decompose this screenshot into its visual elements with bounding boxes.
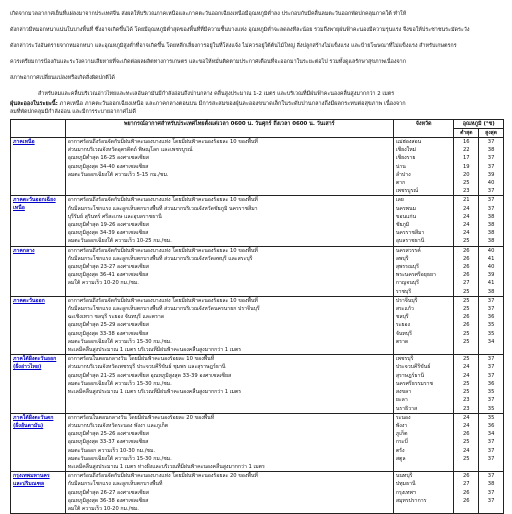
province-name: สุราษฎร์ธานี [395,372,424,379]
intro-paragraph [10,2,504,90]
min-temp: 25 [462,439,470,446]
forecast-line: อุณหภูมิต่ำสุด 25-26 องศาเซลเซียส [67,431,149,438]
max-temp: 36 [487,314,495,321]
province-name: กระบี่ [395,439,408,446]
min-temp: 26 [462,322,470,329]
max-temp: 37 [487,163,495,170]
province-name: นครพนม [395,205,417,212]
forecast-line: กับมีลมกระโชกแรง และลูกเห็บตกบางพื้นที่ ส่วนมากบริเวณจังหวัดชัยภูมิ นครราชสีมา [67,205,258,212]
max-temp: 41 [487,255,495,262]
forecast-line: อุณหภูมิต่ำสุด 16-25 องศาเซลเซียส [67,155,149,162]
min-temp-cell [454,246,479,296]
max-temp: 41 [487,280,495,287]
min-temp: 24 [462,230,470,237]
min-temp: 25 [462,180,470,187]
forecast-line: ลมตะวันออกเฉียงใต้ ความเร็ว 15-30 กม./ชม. [67,380,172,387]
dust-text-continued: ลมที่พัดปกคลุมมีกำลังอ่อน และมีการระบายอากาศไม่ดี [10,109,136,115]
max-temp: 34 [487,431,495,438]
max-temp: 38 [487,238,495,245]
forecast-cell [65,296,393,354]
max-temp: 37 [487,372,495,379]
forecast-line: ลมตะวันออก ความเร็ว 10-30 กม./ชม. [67,447,156,454]
min-temp: 24 [462,364,470,371]
province-name: ลำปาง [395,171,411,178]
max-temp: 38 [487,213,495,220]
province-name: นนทบุรี [395,473,413,480]
forecast-line: ส่วนมากบริเวณจังหวัดอุตรดิตถ์ พิษณุโลก และเพชรบูรณ์ [67,147,193,154]
header-max: สูงสุด [479,129,504,138]
min-temp: 27 [462,481,470,488]
max-temp: 38 [487,230,495,237]
forecast-cell [65,196,393,246]
max-temp: 38 [487,222,495,229]
province-name: น่าน [395,163,406,170]
forecast-line: อุณหภูมิต่ำสุด 23-27 องศาเซลเซียส [67,264,149,271]
province-name: เพชรบูรณ์ [395,188,419,195]
region-name[interactable]: ภาคกลาง [13,247,35,254]
min-temp: 26 [462,489,470,496]
intro-line: ดังกล่าวมีหมอกหนาแน่นในบางพื้นที่ ซึ่งอาจเกิดขึ้นได้ โดยมีอุณหภูมิต่ำสุดของพื้นที่ที่มีความชื้นบางแห่ง อุณหภูมิต่ำจะลดลงทีละน้อย รวมถึงพายุฝนฟ้าคะนองมีความรุนแรง จึงขอให้ประชาชนระมัดระวัง [10,27,470,33]
forecast-table [10,119,504,514]
forecast-line: อากาศร้อนในตอนกลางวัน โดยมีฝนฟ้าคะนองร้อยละ 20 ของพื้นที่ [67,414,215,421]
min-temp: 25 [462,389,470,396]
max-temp-cell [479,246,504,296]
province-name: สงขลา [395,389,412,396]
intro-line: ดังกล่าวระวังอันตรายจากหมอกหนา และอุณหภูมิสูงต่ำที่อาจเกิดขึ้น โดยหลีกเลี่ยงการอยู่ในที่โล่งแจ้ง ไม่ควรอยู่ใต้ต้นไม้ใหญ่ สิ่งปลูกสร้างไม่แข็งแรง และป้ายโฆษณาที่ไม่แข็งแรง สำหรับเกษตรกร [10,43,457,49]
province-cell [393,138,454,196]
max-temp: 37 [487,447,495,454]
province-name: ลพบุรี [395,255,409,262]
province-name: อุบลราชธานี [395,238,425,245]
province-name: แม่ฮ่องสอน [395,139,422,145]
region-cell [11,196,66,246]
min-temp: 26 [462,264,470,271]
max-temp: 34 [487,338,495,345]
forecast-line: อากาศร้อนถึงร้อนจัดกับมีฝนฟ้าคะนองบางแห่ง โดยมีฝนฟ้าคะนองร้อยละ 10 ของพื้นที่ [67,247,258,254]
forecast-cell [65,355,393,413]
province-name: สุพรรณบุรี [395,264,419,271]
max-temp: 37 [487,155,495,162]
max-temp: 36 [487,380,495,387]
min-temp: 25 [462,238,470,245]
max-temp: 37 [487,473,495,480]
min-temp: 24 [462,213,470,220]
max-temp: 35 [487,405,495,412]
max-temp-cell [479,472,504,514]
table-row [11,138,504,196]
max-temp: 40 [487,264,495,271]
max-temp: 37 [487,188,495,195]
forecast-line: ส่วนมากบริเวณจังหวัดระนอง พังงา และภูเก็ต [67,422,169,429]
dust-heading: ฝุ่นละอองในระยะนี้: [10,101,58,107]
max-temp: 39 [487,171,495,178]
province-name: ชัยภูมิ [395,222,410,229]
min-temp-cell [454,138,479,196]
header-region-cell [11,120,66,138]
forecast-line: อุณหภูมิสูงสุด 33-37 องศาเซลเซียส [67,439,149,446]
province-name: ภูเก็ต [395,431,408,438]
province-name: นครราชสีมา [395,230,425,237]
table-row [11,296,504,354]
forecast-line: อุณหภูมิต่ำสุด 19-26 องศาเซลเซียส [67,222,149,229]
forecast-line: กับมีลมกระโชกแรง และลูกเห็บตกบางพื้นที่ ส่วนมากบริเวณจังหวัดนครนายก ปราจีนบุรี [67,306,260,313]
max-temp: 35 [487,389,495,396]
table-row [11,413,504,471]
min-temp: 26 [462,497,470,504]
min-temp: 26 [462,473,470,480]
max-temp-cell [479,296,504,354]
forecast-line: ทะเลมีคลื่นสูงประมาณ 1 เมตร บริเวณที่มีฝนฟ้าคะนองคลื่นสูงมากกว่า 1 เมตร [67,347,242,354]
region-name[interactable]: ภาคเหนือ [13,139,35,145]
forecast-line: อากาศร้อนถึงร้อนจัดกับมีฝนฟ้าคะนองบางแห่ง โดยมีฝนฟ้าคะนองร้อยละ 10 ของพื้นที่ [67,297,258,304]
region-name[interactable]: ภาคใต้ฝั่งตะวันตก [13,414,54,421]
province-cell [393,355,454,413]
min-temp-cell [454,413,479,471]
table-row [11,355,504,413]
header-temperature: อุณหภูมิ (°ซ) [454,120,504,129]
region-name[interactable]: และปริมณฑล [13,481,45,488]
forecast-line: อุณหภูมิสูงสุด 36-41 องศาเซลเซียส [67,272,149,279]
region-cell [11,246,66,296]
max-temp: 37 [487,297,495,304]
forecast-line: อุณหภูมิสูงสุด 34-39 องศาเซลเซียส [67,230,149,237]
province-name: ตาก [395,180,406,187]
min-temp: 25 [462,338,470,345]
max-temp: 37 [487,139,495,145]
min-temp-cell [454,355,479,413]
max-temp: 36 [487,422,495,429]
table-header-row [11,120,504,129]
min-temp: 17 [462,155,470,162]
province-name: พระนครศรีอยุธยา [395,272,436,279]
forecast-line: บุรีรัมย์ สุรินทร์ ศรีสะเกษ และอุบลราชธานี [67,213,162,220]
min-temp: 26 [462,272,470,279]
region-cell [11,355,66,413]
table-row [11,196,504,246]
min-temp: 26 [462,314,470,321]
table-row [11,246,504,296]
forecast-line: ลมตะวันออกเฉียงใต้ ความเร็ว 5-15 กม./ชม. [67,171,169,178]
forecast-line: ทะเลมีคลื่นสูงประมาณ 1 เมตร ห่างฝั่งและบริเวณที่มีฝนฟ้าคะนองคลื่นสูงมากกว่า 1 เมตร [67,463,265,470]
province-name: ระนอง [395,414,411,421]
province-name: ยะลา [395,397,408,404]
dust-section [10,100,504,108]
province-cell [393,196,454,246]
min-temp: 16 [462,139,470,145]
max-temp: 37 [487,205,495,212]
max-temp: 37 [487,306,495,313]
min-temp: 26 [462,431,470,438]
min-temp: 24 [462,422,470,429]
min-temp: 24 [462,372,470,379]
min-temp: 25 [462,288,470,295]
min-temp: 19 [462,163,470,170]
forecast-line: ลมใต้ ความเร็ว 10-20 กม./ชม. [67,505,139,512]
province-name: ตรัง [395,447,405,454]
forecast-line: อากาศร้อนในตอนกลางวัน โดยมีฝนฟ้าคะนองร้อยละ 10 ของพื้นที่ [67,356,215,363]
intro-line: ควรเตรียมการป้องกันและระวังความเสียหายที่จะเกิดต่อผลผลิตทางการเกษตร และขอให้หมั่นติดตามประกาศเตือนที่จะออกมาในระยะต่อไป รวมทั้งดูแลรักษาสุขภาพเนื่องจาก [10,59,406,65]
max-temp: 37 [487,439,495,446]
province-name: เชียงราย [395,155,416,162]
min-temp: 25 [462,455,470,462]
forecast-line: ลมตะวันออกเฉียงใต้ ความเร็ว 10-25 กม./ชม. [67,238,172,245]
forecast-line: ทะเลมีคลื่นสูงประมาณ 1 เมตร บริเวณที่มีฝนฟ้าคะนองคลื่นสูงมากกว่า 1 เมตร [67,389,242,396]
province-name: สมุทรปราการ [395,497,427,504]
province-name: ประจวบคีรีขันธ์ [395,364,431,371]
min-temp: 23 [462,397,470,404]
max-temp: 39 [487,272,495,279]
region-cell [11,296,66,354]
min-temp: 25 [462,297,470,304]
min-temp: 27 [462,280,470,287]
max-temp: 37 [487,364,495,371]
forecast-line: กับมีลมกระโชกแรง และลูกเห็บตกบางพื้นที่ ส่วนมากบริเวณจังหวัดลพบุรี และสระบุรี [67,255,253,262]
max-temp-cell [479,413,504,471]
min-temp-cell [454,472,479,514]
province-name: ปทุมธานี [395,481,416,488]
max-temp: 37 [487,489,495,496]
max-temp: 38 [487,288,495,295]
region-name[interactable]: ภาคใต้ฝั่งตะวันออก [13,356,57,363]
min-temp: 26 [462,247,470,254]
min-temp: 23 [462,405,470,412]
forecast-line: อากาศร้อนถึงร้อนจัดกับมีฝนฟ้าคะนองบางแห่ง โดยมีฝนฟ้าคะนองร้อยละ 20 ของพื้นที่ [67,473,258,480]
province-name: เลย [395,197,404,204]
province-cell [393,246,454,296]
min-temp: 23 [462,188,470,195]
min-temp: 25 [462,330,470,337]
province-cell [393,472,454,514]
province-name: สตูล [395,455,406,462]
max-temp: 37 [487,455,495,462]
table-row [11,472,504,514]
intro-line: เกิดจากมวลอากาศเย็นที่แผ่ลงมาจากประเทศจีน ส่งผลให้บริเวณภาคเหนือและภาคตะวันออกเฉียงเหนือมีอุณหภูมิต่ำลง ประกอบกับมีคลื่นลมตะวันออกพัดปกคลุมภาคใต้ ทำให้ [10,11,407,17]
province-name: นราธิวาส [395,405,418,412]
province-name: เชียงใหม่ [395,147,417,154]
province-name: พังงา [395,422,408,429]
min-temp-cell [454,196,479,246]
province-name: ขอนแก่น [395,213,417,220]
min-temp: 25 [462,306,470,313]
forecast-line: อุณหภูมิต่ำสุด 25-29 องศาเซลเซียส [67,322,149,329]
forecast-cell [65,246,393,296]
forecast-line: ส่วนมากบริเวณจังหวัดเพชรบุรี ประจวบคีรีขันธ์ ชุมพร และสุราษฎร์ธานี [67,364,226,371]
forecast-line: อุณหภูมิสูงสุด 34-40 องศาเซลเซียส [67,163,149,170]
province-name: จันทบุรี [395,330,412,337]
province-cell [393,413,454,471]
sea-note: สำหรับลมและคลื่นบริเวณอ่าวไทยและทะเลอันดามันมีกำลังอ่อนถึงปานกลาง คลื่นสูงประมาณ 1-2 เมตร และบริเวณที่มีฝนฟ้าคะนองคลื่นสูงมากกว่า 2 เมตร [38,91,395,97]
region-name[interactable]: (ฝั่งอันดามัน) [13,422,44,429]
forecast-line: ลมใต้ ความเร็ว 10-20 กม./ชม. [67,280,139,287]
province-name: ระยอง [395,322,411,329]
region-cell [11,413,66,471]
min-temp: 24 [462,205,470,212]
min-temp: 24 [462,414,470,421]
max-temp-cell [479,196,504,246]
header-province: จังหวัด [393,120,454,138]
province-name: สระแก้ว [395,306,414,313]
region-name[interactable]: ภาคตะวันออก [13,297,45,304]
max-temp: 38 [487,481,495,488]
min-temp: 25 [462,356,470,363]
header-min: ต่ำสุด [454,129,479,138]
max-temp: 37 [487,497,495,504]
region-name[interactable]: ภาคตะวันออกเฉียงเหนือ [13,197,56,212]
region-name[interactable]: กรุงเทพมหานคร [13,473,50,480]
max-temp: 37 [487,397,495,404]
forecast-cell [65,138,393,196]
province-name: ปราจีนบุรี [395,297,418,304]
max-temp: 35 [487,322,495,329]
min-temp: 21 [462,197,470,204]
province-name: กรุงเทพฯ [395,489,416,496]
forecast-line: กับมีลมกระโชกแรง และลูกเห็บตกบางพื้นที่ [67,481,163,488]
province-name: ชลบุรี [395,314,409,321]
province-cell [393,296,454,354]
forecast-line: ลมตะวันออกเฉียงใต้ ความเร็ว 15-30 กม./ชม. [67,455,172,462]
min-temp-cell [454,296,479,354]
max-temp-cell [479,355,504,413]
header-forecast: พยากรณ์อากาศสำหรับประเทศไทยตั้งแต่เวลา 0600 น. วันศุกร์ ถึงเวลา 0600 น. วันเสาร์ [65,120,393,138]
forecast-cell [65,413,393,471]
province-name: ตราด [395,338,409,345]
min-temp: 24 [462,447,470,454]
forecast-cell [65,472,393,514]
min-temp: 22 [462,147,470,154]
province-name: กาญจนบุรี [395,280,419,287]
max-temp: 35 [487,330,495,337]
max-temp: 40 [487,180,495,187]
max-temp: 35 [487,414,495,421]
document-page [10,2,504,514]
province-name: เพชรบุรี [395,356,414,363]
province-name: นครสวรรค์ [395,247,421,254]
min-temp: 24 [462,222,470,229]
max-temp-cell [479,138,504,196]
min-temp: 25 [462,380,470,387]
forecast-line: ลมตะวันออกเฉียงใต้ ความเร็ว 15-30 กม./ชม. [67,338,172,345]
forecast-line: อุณหภูมิต่ำสุด 26-27 องศาเซลเซียส [67,489,149,496]
province-name: ราชบุรี [395,288,412,295]
table-body [11,138,504,514]
min-temp: 20 [462,171,470,178]
region-cell [11,138,66,196]
max-temp: 38 [487,147,495,154]
forecast-line: อุณหภูมิสูงสุด 36-38 องศาเซลเซียส [67,497,149,504]
region-name[interactable]: (ฝั่งอ่าวไทย) [13,364,42,371]
dust-text: ภาคเหนือ ภาคตะวันออกเฉียงเหนือ และภาคกลางตอนบน มีการสะสมของฝุ่นละอองขนาดเล็กในระดับปานกลางถึงมีผลกระทบต่อสุขภาพ เนื่องจาก [57,101,406,107]
forecast-line: อุณหภูมิต่ำสุด 21-25 องศาเซลเซียส อุณหภูมิสูงสุด 33-39 องศาเซลเซียส [67,372,232,379]
max-temp: 37 [487,197,495,204]
forecast-line: อุณหภูมิสูงสุด 33-38 องศาเซลเซียส [67,330,149,337]
region-cell [11,472,66,514]
province-name: นครศรีธรรมราช [395,380,434,387]
forecast-line: อากาศร้อนถึงร้อนจัดกับมีฝนฟ้าคะนองบางแห่ง โดยมีฝนฟ้าคะนองร้อยละ 10 ของพื้นที่ [67,197,258,204]
max-temp: 40 [487,247,495,254]
min-temp: 26 [462,255,470,262]
forecast-line: อากาศร้อนถึงร้อนจัดกับมีฝนฟ้าคะนองบางแห่ง โดยมีฝนฟ้าคะนองร้อยละ 10 ของพื้นที่ [67,139,258,145]
max-temp: 37 [487,356,495,363]
forecast-line: ฉะเชิงเทรา ชลบุรี ระยอง จันทบุรี และตราด [67,314,165,321]
intro-line: สภาพอากาศเปลี่ยนแปลงหรือเกิดสิ่งผิดปกติได้ [10,75,115,81]
